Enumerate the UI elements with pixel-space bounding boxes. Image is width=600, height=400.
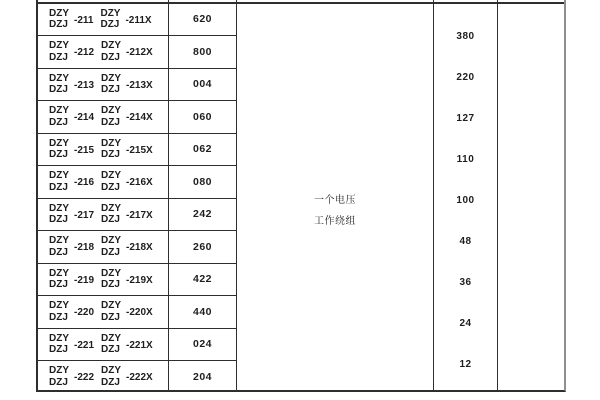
model-prefix-top: DZY	[101, 202, 122, 214]
model-variant-primary	[49, 73, 94, 96]
model-prefix-bottom: DZJ	[101, 51, 120, 63]
model-prefix-top: DZY	[101, 40, 122, 52]
code-value: 080	[192, 175, 213, 188]
model-row	[38, 199, 168, 232]
model-prefix-stack	[101, 365, 121, 388]
model-prefix-stack	[49, 170, 69, 193]
model-row	[38, 166, 168, 199]
model-prefix-stack	[101, 40, 121, 63]
model-prefix-top: DZY	[49, 72, 69, 84]
model-suffix: -221	[74, 339, 95, 351]
code-cell	[169, 69, 236, 102]
model-variant-x	[101, 40, 153, 63]
column-model-numbers	[38, 0, 169, 390]
model-row	[38, 69, 168, 102]
model-prefix-top: DZY	[101, 267, 122, 279]
model-suffix: -217X	[126, 209, 153, 221]
model-prefix-top: DZY	[101, 332, 122, 344]
model-row	[38, 264, 168, 297]
code-cell	[169, 329, 236, 362]
code-cell	[169, 199, 236, 232]
model-prefix-top: DZY	[100, 7, 121, 19]
model-row	[38, 329, 168, 362]
model-suffix: -211X	[125, 14, 152, 26]
model-prefix-stack	[101, 333, 121, 356]
code-cell	[169, 361, 236, 390]
model-prefix-top: DZY	[49, 40, 69, 52]
code-value: 242	[192, 208, 213, 221]
voltage-value: 110	[456, 154, 475, 165]
model-variant-x	[101, 73, 153, 96]
model-suffix: -217	[74, 209, 95, 221]
model-prefix-bottom: DZJ	[49, 19, 68, 31]
model-prefix-stack	[101, 170, 121, 193]
model-variant-primary	[49, 105, 94, 128]
code-value: 260	[192, 240, 213, 253]
model-prefix-bottom: DZJ	[101, 376, 120, 388]
model-row	[38, 231, 168, 264]
model-prefix-top: DZY	[49, 170, 69, 182]
model-prefix-stack	[49, 105, 69, 128]
model-prefix-bottom: DZJ	[49, 214, 68, 226]
model-prefix-bottom: DZJ	[49, 344, 68, 356]
model-prefix-bottom: DZJ	[101, 84, 120, 96]
model-suffix: -213	[74, 79, 95, 91]
model-suffix: -221X	[126, 339, 153, 351]
winding-label-line2: 工作绕组	[314, 216, 356, 227]
model-prefix-top: DZY	[49, 365, 69, 377]
model-prefix-stack	[101, 73, 121, 96]
model-prefix-top: DZY	[101, 365, 122, 377]
model-prefix-stack	[49, 203, 69, 226]
voltage-value: 220	[456, 72, 475, 83]
model-variant-primary	[49, 203, 94, 226]
model-suffix: -215X	[126, 144, 153, 156]
model-prefix-stack	[49, 300, 69, 323]
model-prefix-top: DZY	[49, 235, 69, 247]
model-variant-x	[101, 300, 153, 323]
model-variant-x	[101, 365, 153, 388]
model-prefix-bottom: DZJ	[49, 246, 68, 258]
model-prefix-stack	[49, 40, 69, 63]
model-prefix-stack	[100, 8, 120, 31]
model-prefix-top: DZY	[101, 170, 122, 182]
model-row	[38, 361, 168, 390]
model-prefix-top: DZY	[49, 300, 69, 312]
model-suffix: -218X	[126, 242, 153, 254]
model-row	[38, 296, 168, 329]
code-value: 204	[192, 370, 213, 383]
model-prefix-stack	[101, 268, 121, 291]
model-prefix-top: DZY	[101, 137, 122, 149]
model-variant-primary	[49, 40, 94, 63]
spec-table	[36, 0, 566, 392]
model-prefix-bottom: DZJ	[101, 311, 120, 323]
model-suffix: -219X	[126, 274, 153, 286]
model-variant-primary	[49, 333, 94, 356]
code-value: 440	[192, 305, 213, 318]
model-row	[38, 4, 168, 37]
code-value: 800	[192, 45, 213, 58]
model-variant-x	[101, 138, 153, 161]
column-voltages	[434, 0, 498, 390]
code-cell	[169, 36, 236, 69]
model-prefix-bottom: DZJ	[101, 116, 120, 128]
model-variant-primary	[49, 170, 94, 193]
column-winding-description	[237, 0, 434, 390]
code-value: 060	[192, 110, 213, 123]
model-prefix-bottom: DZJ	[101, 344, 120, 356]
voltage-value: 127	[456, 113, 475, 124]
model-row	[38, 134, 168, 167]
model-suffix: -220	[74, 307, 95, 319]
code-cell	[169, 264, 236, 297]
voltage-value: 36	[459, 277, 472, 288]
model-suffix: -212	[74, 47, 95, 59]
model-prefix-stack	[49, 333, 69, 356]
column-codes	[169, 0, 237, 390]
voltage-value: 380	[456, 31, 475, 42]
model-prefix-top: DZY	[101, 105, 122, 117]
model-suffix: -214X	[126, 112, 153, 124]
model-suffix: -212X	[126, 47, 153, 59]
model-prefix-stack	[49, 235, 69, 258]
model-prefix-stack	[101, 235, 121, 258]
code-value: 062	[192, 143, 213, 156]
model-prefix-top: DZY	[101, 300, 122, 312]
model-suffix: -222	[74, 372, 95, 384]
model-variant-primary	[49, 268, 94, 291]
model-prefix-stack	[49, 268, 69, 291]
code-value: 620	[192, 13, 213, 26]
voltage-value: 12	[459, 359, 472, 370]
code-value: 024	[192, 338, 213, 351]
model-suffix: -214	[74, 112, 95, 124]
model-prefix-stack	[101, 105, 121, 128]
model-prefix-bottom: DZJ	[49, 181, 68, 193]
model-variant-x	[101, 268, 153, 291]
model-suffix: -213X	[126, 79, 153, 91]
model-prefix-stack	[101, 203, 121, 226]
model-row	[38, 36, 168, 69]
model-prefix-stack	[49, 73, 69, 96]
voltage-value: 48	[459, 236, 472, 247]
model-prefix-stack	[49, 365, 69, 388]
model-variant-x	[101, 203, 153, 226]
model-prefix-top: DZY	[49, 137, 69, 149]
model-variant-x	[100, 8, 151, 31]
model-suffix: -216	[74, 177, 95, 189]
model-prefix-stack	[49, 138, 69, 161]
model-prefix-top: DZY	[101, 72, 122, 84]
model-prefix-top: DZY	[49, 267, 69, 279]
model-prefix-bottom: DZJ	[49, 311, 68, 323]
model-prefix-bottom: DZJ	[49, 279, 68, 291]
model-prefix-top: DZY	[49, 332, 69, 344]
code-cell	[169, 296, 236, 329]
model-suffix: -216X	[126, 177, 153, 189]
model-prefix-bottom: DZJ	[101, 246, 120, 258]
model-suffix: -220X	[126, 307, 153, 319]
voltage-value: 100	[456, 195, 475, 206]
model-prefix-stack	[49, 8, 69, 31]
model-variant-primary	[49, 8, 93, 31]
model-suffix: -211	[74, 14, 94, 26]
code-cell	[169, 4, 236, 37]
code-cell	[169, 101, 236, 134]
model-variant-primary	[49, 235, 94, 258]
model-variant-x	[101, 170, 153, 193]
model-prefix-stack	[101, 300, 121, 323]
code-cell	[169, 166, 236, 199]
model-variant-primary	[49, 365, 94, 388]
model-variant-primary	[49, 138, 94, 161]
code-value: 422	[192, 273, 213, 286]
model-row	[38, 101, 168, 134]
model-suffix: -222X	[126, 372, 153, 384]
model-prefix-bottom: DZJ	[101, 279, 120, 291]
code-cell	[169, 134, 236, 167]
model-suffix: -218	[74, 242, 95, 254]
model-prefix-bottom: DZJ	[49, 376, 68, 388]
model-variant-x	[101, 235, 153, 258]
model-prefix-bottom: DZJ	[49, 149, 68, 161]
column-empty	[498, 0, 564, 390]
winding-label-line1: 一个电压	[314, 195, 356, 206]
model-prefix-top: DZY	[101, 235, 122, 247]
model-prefix-bottom: DZJ	[49, 51, 68, 63]
model-prefix-bottom: DZJ	[100, 19, 120, 31]
code-cell	[169, 231, 236, 264]
model-suffix: -219	[74, 274, 95, 286]
model-prefix-bottom: DZJ	[101, 149, 120, 161]
model-prefix-bottom: DZJ	[49, 84, 68, 96]
model-prefix-top: DZY	[49, 105, 69, 117]
model-variant-primary	[49, 300, 94, 323]
model-prefix-bottom: DZJ	[101, 214, 120, 226]
model-variant-x	[101, 105, 153, 128]
model-variant-x	[101, 333, 153, 356]
voltage-value: 24	[459, 318, 472, 329]
model-prefix-stack	[101, 138, 121, 161]
model-prefix-top: DZY	[49, 7, 69, 19]
table-top-border	[38, 2, 564, 4]
model-prefix-top: DZY	[49, 202, 69, 214]
code-value: 004	[192, 78, 213, 91]
model-prefix-bottom: DZJ	[101, 181, 120, 193]
model-suffix: -215	[74, 144, 95, 156]
model-prefix-bottom: DZJ	[49, 116, 68, 128]
